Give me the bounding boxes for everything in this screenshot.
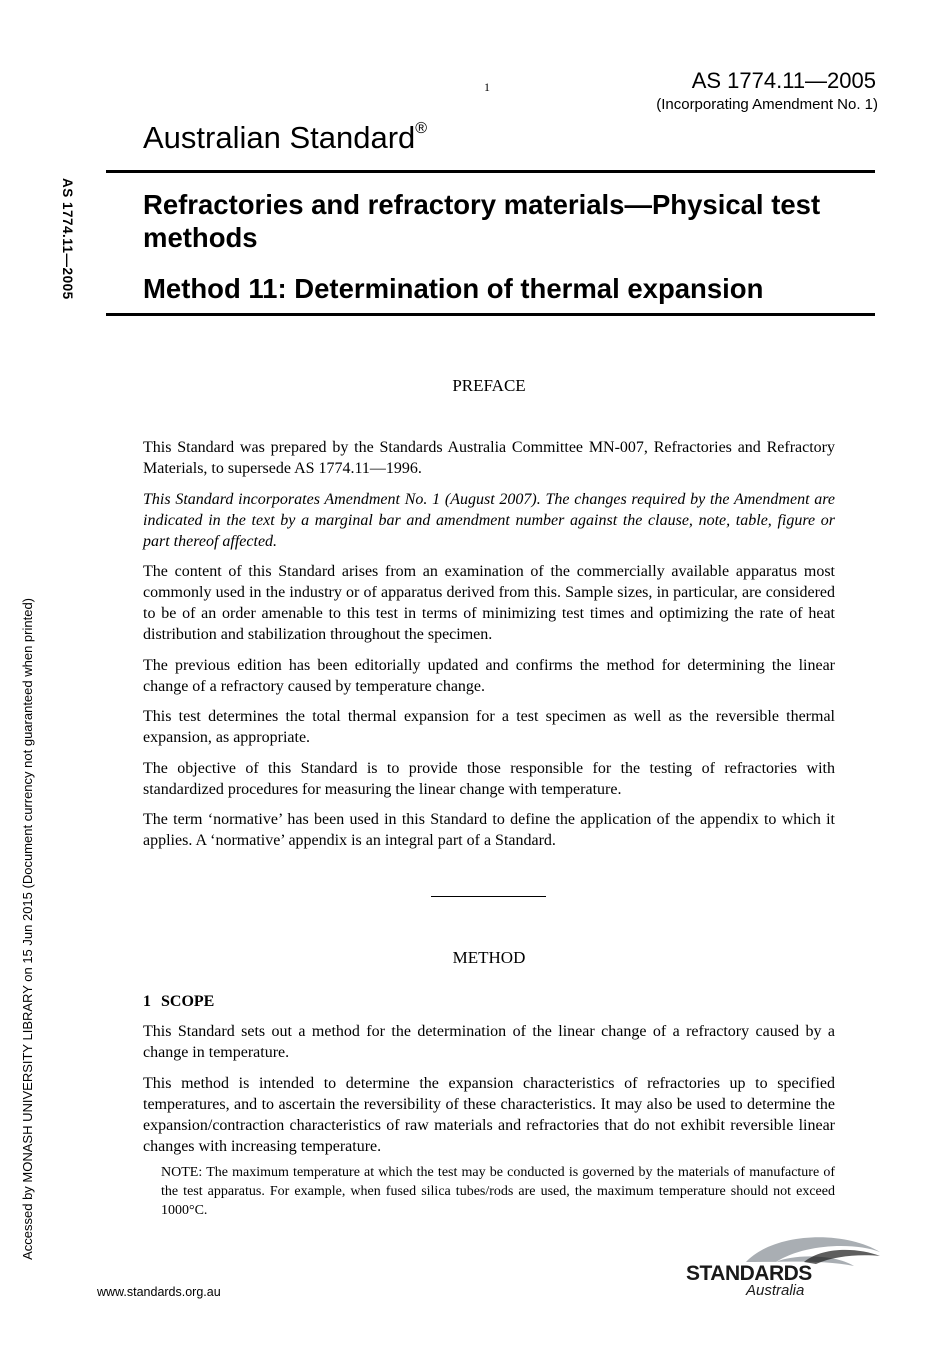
- standards-australia-logo: [684, 1232, 884, 1298]
- website-url: www.standards.org.au: [97, 1285, 221, 1299]
- scope-section: [143, 991, 835, 1220]
- method-heading: METHOD: [452, 948, 526, 967]
- preface-paragraph: This Standard was prepared by the Standards Australia Committee MN-007, Refractories and Refractory Materials, to supersede AS 1774.11—1996.: [143, 439, 835, 477]
- logo-main-text: STANDARDS: [686, 1262, 812, 1285]
- standard-number: AS 1774.11—2005: [691, 68, 876, 93]
- preface-heading: PREFACE: [452, 376, 526, 395]
- logo-sub-text: Australia: [746, 1282, 805, 1298]
- note-text: The maximum temperature at which the test may be conducted is governed by the materials of manufacture of the test apparatus. For example, when fused silica tubes/rods are used, the maximum temperature should not exceed 1000°C.: [161, 1165, 835, 1218]
- preface-paragraph: The objective of this Standard is to provide those responsible for the testing of refractories with standardized procedures for measuring the linear change with temperature.: [143, 759, 835, 798]
- preface-paragraph: The term ‘normative’ has been used in this Standard to define the application of the appendix to which it applies. A ‘normative’ appendix is an integral part of a Standard.: [143, 811, 835, 849]
- registered-mark: ®: [415, 119, 428, 137]
- brand-heading: [143, 120, 427, 156]
- title-rule-top: [106, 170, 875, 173]
- preface-paragraph: The previous edition has been editorially updated and confirms the method for determining the linear change of a refractory caused by temperature change.: [143, 656, 835, 695]
- amendment-line: (Incorporating Amendment No. 1): [656, 96, 878, 113]
- section-divider: [431, 896, 546, 897]
- method-title: Method 11: Determination of thermal expansion: [143, 273, 764, 304]
- preface-paragraph: This test determines the total thermal expansion for a test specimen as well as the reversible thermal expansion, as appropriate.: [143, 708, 835, 746]
- access-note: Accessed by MONASH UNIVERSITY LIBRARY on 15 Jun 2015 (Document currency not guaranteed when printed): [20, 598, 35, 1260]
- amendment-paragraph: This Standard incorporates Amendment No. 1 (August 2007). The changes required by the Amendment are indicated in the text by a marginal bar and amendment number against the clause, note, table, figure or part thereof affected.: [143, 490, 835, 550]
- document-title: Refractories and refractory materials—Physical test methods: [143, 189, 821, 253]
- scope-number: 1: [143, 993, 151, 1010]
- note-label: NOTE:: [161, 1165, 203, 1180]
- preface-paragraph: The content of this Standard arises from an examination of the commercially available apparatus most commonly used in the industry or of apparatus derived from this. Sample sizes, in particular, are considered to be of an order amenable to this test in terms of minimizing test times and optimizing the rate of heat distribution and stabilization throughout the specimen.: [143, 563, 835, 643]
- title-rule-bottom: [106, 313, 875, 316]
- scope-paragraph: This Standard sets out a method for the determination of the linear change of a refractory caused by a change in temperature.: [143, 1023, 835, 1061]
- scope-paragraph: This method is intended to determine the expansion characteristics of refractories up to specified temperatures, and to ascertain the reversibility of these characteristics. It may also be used to determine the expansion/contraction characteristics of raw materials and refractories that do not exhibit reversible linear changes with increasing temperature.: [143, 1074, 835, 1155]
- preface-body: [143, 437, 835, 861]
- scope-note: [161, 1163, 835, 1220]
- page-number: 1: [484, 80, 490, 94]
- spine-label: AS 1774.11—2005: [60, 178, 75, 300]
- scope-heading: [143, 991, 835, 1012]
- brand-text: Australian Standard: [143, 120, 416, 155]
- scope-title: SCOPE: [161, 993, 215, 1010]
